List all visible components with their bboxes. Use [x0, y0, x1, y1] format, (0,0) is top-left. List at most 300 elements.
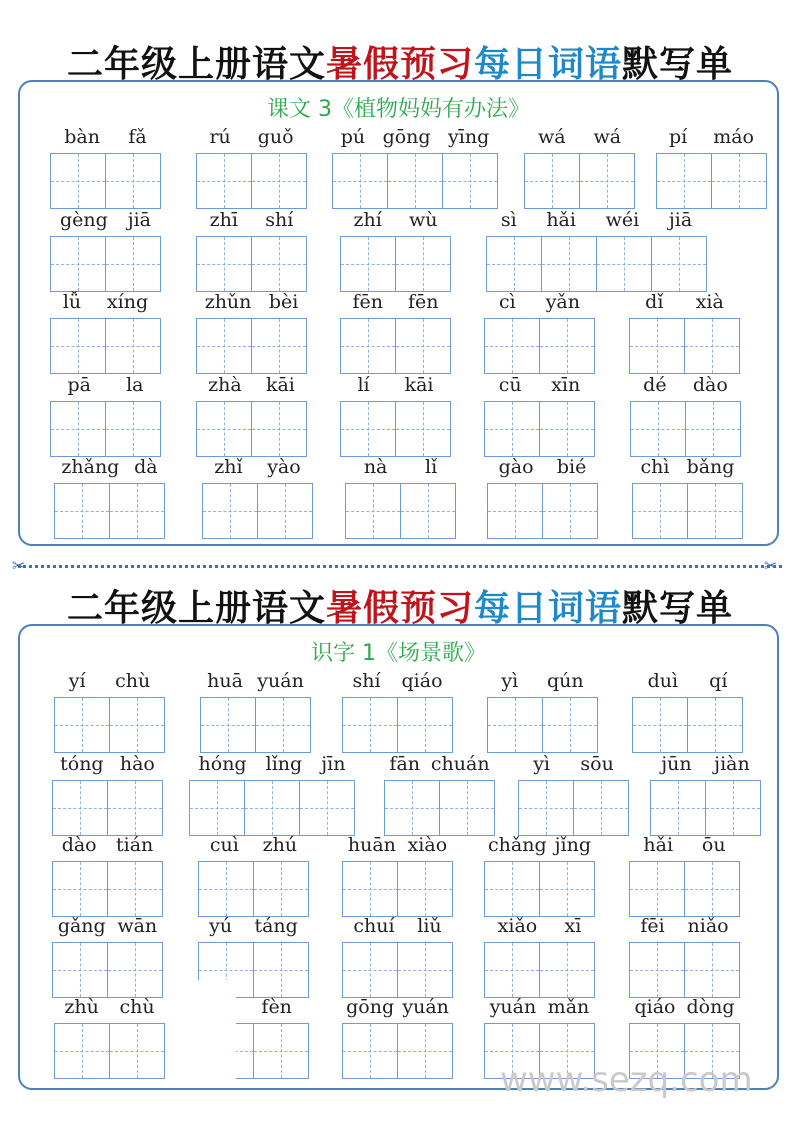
pinyin-syllable: shí: [352, 670, 381, 692]
writing-cell[interactable]: [50, 236, 106, 292]
writing-cell[interactable]: [109, 1023, 165, 1079]
writing-cell[interactable]: [397, 861, 453, 917]
tianzige-group: [342, 1023, 453, 1079]
word-item: [487, 670, 598, 754]
writing-cell[interactable]: [632, 483, 688, 539]
pinyin-syllable: mǎn: [547, 996, 590, 1018]
tianzige-group: [52, 780, 163, 836]
tianzige-group: [342, 861, 453, 917]
tianzige-group: [484, 318, 595, 374]
writing-cell[interactable]: [395, 318, 451, 374]
pinyin-syllable: rú: [209, 126, 231, 148]
writing-cell[interactable]: [340, 236, 396, 292]
title-part: 每日词语: [474, 44, 623, 85]
tianzige-group: [487, 483, 598, 539]
word-item: [342, 834, 453, 918]
writing-cell[interactable]: [189, 780, 245, 836]
tianzige-group: [484, 861, 595, 917]
writing-cell[interactable]: [395, 236, 451, 292]
pinyin-syllable: huān: [347, 834, 396, 856]
tianzige-group: [196, 318, 307, 374]
title-part: 每日词语: [474, 588, 623, 629]
writing-cell[interactable]: [105, 236, 161, 292]
writing-cell[interactable]: [705, 780, 761, 836]
pinyin-syllable: zhǐ: [214, 456, 243, 478]
pinyin-syllable: lí: [357, 374, 370, 396]
pinyin-syllable: yuán: [489, 996, 537, 1018]
pinyin-syllable: wéi: [605, 209, 640, 231]
writing-cell[interactable]: [650, 780, 706, 836]
writing-cell[interactable]: [253, 1023, 309, 1079]
writing-cell[interactable]: [50, 401, 106, 457]
writing-cell[interactable]: [255, 697, 311, 753]
writing-cell[interactable]: [484, 318, 540, 374]
word-item: [342, 915, 453, 999]
writing-cell[interactable]: [342, 1023, 398, 1079]
word-item: [484, 834, 595, 918]
word-item: [340, 209, 451, 293]
pinyin-syllable: wá: [593, 126, 622, 148]
pinyin-syllable: zhú: [262, 834, 298, 856]
writing-cell[interactable]: [107, 861, 163, 917]
word-item: [629, 915, 740, 999]
writing-cell[interactable]: [524, 153, 580, 209]
writing-cell[interactable]: [54, 483, 110, 539]
writing-cell[interactable]: [687, 483, 743, 539]
writing-cell[interactable]: [656, 153, 712, 209]
word-item: [342, 996, 453, 1080]
writing-cell[interactable]: [251, 153, 307, 209]
word-item: [196, 126, 307, 210]
writing-cell[interactable]: [198, 861, 254, 917]
pinyin-syllable: duì: [647, 670, 679, 692]
writing-cell[interactable]: [397, 942, 453, 998]
word-item: [345, 456, 456, 540]
tianzige-group: [632, 697, 743, 753]
writing-cell[interactable]: [52, 942, 108, 998]
writing-cell[interactable]: [487, 483, 543, 539]
tianzige-group: [384, 780, 495, 836]
writing-cell[interactable]: [486, 236, 542, 292]
tianzige-group: [200, 697, 311, 753]
pinyin-syllable: zhà: [208, 374, 242, 396]
pinyin-syllable: gèng: [59, 209, 108, 231]
word-item: [196, 374, 307, 458]
word-item: [196, 209, 307, 293]
writing-cell[interactable]: [244, 780, 300, 836]
tianzige-group: [486, 236, 707, 292]
word-item: [484, 291, 595, 375]
writing-cell[interactable]: [518, 780, 574, 836]
pinyin-syllable: chù: [119, 996, 155, 1018]
pinyin-syllable: qiáo: [634, 996, 676, 1018]
word-item: [342, 670, 453, 754]
pinyin-syllable: gōng: [346, 996, 395, 1018]
writing-cell[interactable]: [387, 153, 443, 209]
pinyin-syllable: shí: [265, 209, 294, 231]
pinyin-syllable: bàn: [64, 126, 100, 148]
writing-cell[interactable]: [340, 401, 396, 457]
writing-cell[interactable]: [579, 153, 635, 209]
writing-cell[interactable]: [50, 153, 106, 209]
pinyin-syllable: zhǎng: [61, 456, 120, 478]
writing-cell[interactable]: [395, 401, 451, 457]
pinyin-syllable: qún: [546, 670, 584, 692]
tianzige-group: [196, 153, 307, 209]
tianzige-group: [524, 153, 635, 209]
title-part: 暑假预习: [325, 44, 474, 85]
word-item: [52, 753, 163, 837]
pinyin-syllable: chuán: [430, 753, 490, 775]
writing-cell[interactable]: [342, 861, 398, 917]
writing-cell[interactable]: [200, 697, 256, 753]
pinyin-syllable: xià: [695, 291, 724, 313]
pinyin-line: [340, 291, 451, 315]
writing-cell[interactable]: [484, 861, 540, 917]
pinyin-syllable: hào: [119, 753, 155, 775]
pinyin-line: [629, 915, 740, 939]
pinyin-syllable: jiàn: [714, 753, 750, 775]
writing-cell[interactable]: [342, 697, 398, 753]
pinyin-syllable: cuì: [209, 834, 239, 856]
writing-cell[interactable]: [632, 697, 688, 753]
pinyin-line: [524, 126, 635, 150]
pinyin-syllable: yǎn: [545, 291, 580, 313]
pinyin-syllable: wù: [408, 209, 438, 231]
pinyin-line: [484, 291, 595, 315]
pinyin-syllable: yuán: [257, 670, 304, 692]
word-item: [484, 915, 595, 999]
pinyin-line: [629, 291, 740, 315]
writing-cell[interactable]: [541, 236, 597, 292]
writing-cell[interactable]: [345, 483, 401, 539]
pinyin-syllable: sōu: [580, 753, 614, 775]
pinyin-syllable: xī: [564, 915, 582, 937]
writing-cell[interactable]: [299, 780, 355, 836]
tianzige-group: [484, 942, 595, 998]
pinyin-line: [656, 126, 767, 150]
tianzige-group: [629, 861, 740, 917]
pinyin-syllable: bié: [556, 456, 587, 478]
title-part: 暑假预习: [325, 588, 474, 629]
pinyin-syllable: chì: [640, 456, 670, 478]
writing-cell[interactable]: [687, 697, 743, 753]
word-item: [632, 456, 743, 540]
word-item: [52, 915, 163, 999]
pinyin-line: [342, 996, 453, 1020]
tianzige-group: [54, 483, 165, 539]
writing-cell[interactable]: [630, 401, 686, 457]
pinyin-syllable: jiā: [668, 209, 693, 231]
pinyin-syllable: yú: [209, 915, 233, 937]
pinyin-line: [632, 670, 743, 694]
pinyin-line: [632, 456, 743, 480]
writing-cell[interactable]: [384, 780, 440, 836]
pinyin-line: [345, 456, 456, 480]
writing-cell[interactable]: [251, 401, 307, 457]
pinyin-line: [50, 291, 161, 315]
pinyin-line: [189, 753, 355, 777]
pinyin-syllable: chuí: [353, 915, 395, 937]
pinyin-line: [196, 126, 307, 150]
word-item: [340, 374, 451, 458]
writing-cell[interactable]: [54, 697, 110, 753]
pinyin-syllable: pā: [67, 374, 92, 396]
pinyin-line: [629, 996, 740, 1020]
tianzige-group: [629, 942, 740, 998]
word-panel: [18, 624, 779, 1090]
word-item: [50, 291, 161, 375]
pinyin-line: [340, 374, 451, 398]
pinyin-syllable: fān: [389, 753, 421, 775]
tianzige-group: [50, 153, 161, 209]
pinyin-syllable: fēn: [407, 291, 439, 313]
writing-cell[interactable]: [340, 318, 396, 374]
word-item: [54, 456, 165, 540]
tianzige-group: [50, 236, 161, 292]
pinyin-syllable: yì: [533, 753, 550, 775]
pinyin-syllable: yuán: [402, 996, 449, 1018]
word-item: [196, 291, 307, 375]
pinyin-syllable: huā: [207, 670, 243, 692]
writing-cell[interactable]: [50, 318, 106, 374]
writing-cell[interactable]: [332, 153, 388, 209]
writing-cell[interactable]: [484, 401, 540, 457]
word-item: [189, 753, 355, 837]
writing-cell[interactable]: [196, 401, 252, 457]
pinyin-syllable: hǎi: [643, 834, 674, 856]
pinyin-line: [342, 915, 453, 939]
tianzige-group: [52, 942, 163, 998]
writing-cell[interactable]: [629, 942, 685, 998]
pinyin-syllable: xiào: [407, 834, 448, 856]
pinyin-line: [484, 996, 595, 1020]
tianzige-group: [340, 318, 451, 374]
writing-cell[interactable]: [196, 236, 252, 292]
pinyin-syllable: fǎ: [128, 126, 147, 148]
writing-cell[interactable]: [109, 483, 165, 539]
pinyin-syllable: hǎi: [546, 209, 576, 231]
pinyin-syllable: ōu: [701, 834, 726, 856]
tianzige-group: [484, 401, 595, 457]
writing-cell[interactable]: [539, 401, 595, 457]
tianzige-group: [189, 780, 355, 836]
pinyin-syllable: tóng: [60, 753, 104, 775]
pinyin-syllable: fēi: [640, 915, 665, 937]
word-item: [484, 374, 595, 458]
pinyin-line: [52, 753, 163, 777]
pinyin-syllable: liǔ: [417, 915, 442, 937]
pinyin-syllable: dà: [134, 456, 158, 478]
word-item: [656, 126, 767, 210]
pinyin-syllable: dào: [692, 374, 728, 396]
tianzige-group: [196, 236, 307, 292]
word-item: [202, 456, 313, 540]
word-item: [629, 291, 740, 375]
pinyin-syllable: máo: [713, 126, 754, 148]
writing-cell[interactable]: [542, 483, 598, 539]
lesson-title: 识字 1《场景歌》: [311, 641, 486, 666]
word-item: [50, 209, 161, 293]
word-item: [50, 126, 161, 210]
writing-cell[interactable]: [651, 236, 707, 292]
pinyin-line: [202, 456, 313, 480]
word-panel: [18, 80, 779, 546]
lesson-title: 课文 3《植物妈妈有办法》: [267, 97, 530, 122]
pinyin-syllable: la: [126, 374, 144, 396]
writing-cell[interactable]: [629, 861, 685, 917]
pinyin-line: [650, 753, 761, 777]
pinyin-line: [52, 915, 163, 939]
tianzige-group: [342, 697, 453, 753]
writing-cell[interactable]: [107, 780, 163, 836]
writing-cell[interactable]: [54, 1023, 110, 1079]
pinyin-syllable: fēn: [352, 291, 383, 313]
word-item: [54, 670, 165, 754]
pinyin-line: [487, 456, 598, 480]
pinyin-line: [196, 291, 307, 315]
pinyin-syllable: nà: [363, 456, 388, 478]
writing-cell[interactable]: [684, 942, 740, 998]
pinyin-syllable: qí: [709, 670, 728, 692]
pinyin-syllable: zhī: [209, 209, 238, 231]
pinyin-line: [630, 374, 741, 398]
writing-cell[interactable]: [251, 236, 307, 292]
writing-cell[interactable]: [685, 401, 741, 457]
writing-cell[interactable]: [629, 318, 685, 374]
writing-cell[interactable]: [487, 697, 543, 753]
pinyin-line: [484, 374, 595, 398]
word-item: [50, 374, 161, 458]
writing-cell[interactable]: [105, 318, 161, 374]
scissors-icon: ✂: [12, 556, 26, 575]
pinyin-syllable: niǎo: [687, 915, 729, 937]
pinyin-syllable: cū: [498, 374, 522, 396]
word-item: [200, 670, 311, 754]
word-item: [340, 291, 451, 375]
writing-cell[interactable]: [196, 153, 252, 209]
tianzige-group: [487, 697, 598, 753]
pinyin-syllable: fèn: [261, 996, 292, 1018]
pinyin-line: [50, 126, 161, 150]
pinyin-syllable: hóng: [198, 753, 247, 775]
writing-cell[interactable]: [397, 1023, 453, 1079]
writing-cell[interactable]: [105, 401, 161, 457]
writing-cell[interactable]: [251, 318, 307, 374]
pinyin-syllable: jūn: [661, 753, 692, 775]
pinyin-syllable: yí: [68, 670, 86, 692]
writing-cell[interactable]: [257, 483, 313, 539]
tianzige-group: [629, 318, 740, 374]
pinyin-syllable: tián: [116, 834, 154, 856]
writing-cell[interactable]: [539, 861, 595, 917]
title-part: 默写单: [622, 44, 734, 85]
writing-cell[interactable]: [711, 153, 767, 209]
title-part: 默写单: [622, 588, 734, 629]
pinyin-syllable: yào: [267, 456, 301, 478]
pinyin-syllable: táng: [254, 915, 298, 937]
writing-cell[interactable]: [253, 942, 309, 998]
writing-cell[interactable]: [684, 861, 740, 917]
writing-cell[interactable]: [105, 153, 161, 209]
dotted-divider: [18, 565, 782, 568]
title-part: 二年级上册语文: [66, 44, 326, 85]
tianzige-group: [518, 780, 629, 836]
pinyin-line: [50, 374, 161, 398]
writing-cell[interactable]: [684, 318, 740, 374]
writing-cell[interactable]: [52, 780, 108, 836]
writing-cell[interactable]: [539, 942, 595, 998]
pinyin-syllable: gào: [498, 456, 534, 478]
pinyin-syllable: jǐng: [554, 834, 591, 856]
tianzige-group: [630, 401, 741, 457]
writing-cell[interactable]: [109, 697, 165, 753]
tianzige-group: [656, 153, 767, 209]
word-item: [524, 126, 635, 210]
pinyin-line: [340, 209, 451, 233]
pinyin-line: [486, 209, 707, 233]
pinyin-syllable: zhí: [353, 209, 382, 231]
writing-cell[interactable]: [202, 483, 258, 539]
pinyin-syllable: lǚ: [62, 291, 82, 313]
tianzige-group: [342, 942, 453, 998]
pinyin-line: [342, 670, 453, 694]
tianzige-group: [345, 483, 456, 539]
pinyin-line: [487, 670, 598, 694]
writing-cell[interactable]: [596, 236, 652, 292]
pinyin-syllable: dào: [61, 834, 97, 856]
writing-cell[interactable]: [539, 318, 595, 374]
writing-cell[interactable]: [439, 780, 495, 836]
pinyin-syllable: gōng: [382, 126, 431, 148]
writing-cell[interactable]: [397, 697, 453, 753]
pinyin-syllable: xiǎo: [497, 915, 538, 937]
writing-cell[interactable]: [196, 318, 252, 374]
tianzige-group: [202, 483, 313, 539]
writing-cell[interactable]: [400, 483, 456, 539]
word-item: [52, 834, 163, 918]
pinyin-syllable: kāi: [404, 374, 434, 396]
pinyin-syllable: jīn: [321, 753, 346, 775]
pinyin-line: [54, 456, 165, 480]
writing-cell[interactable]: [342, 942, 398, 998]
word-item: [198, 834, 309, 918]
pinyin-syllable: lǐ: [425, 456, 438, 478]
word-item: [486, 209, 707, 293]
pinyin-syllable: chǎng: [488, 834, 547, 856]
word-item: [54, 996, 165, 1080]
tianzige-group: [54, 1023, 165, 1079]
writing-cell[interactable]: [442, 153, 498, 209]
writing-cell[interactable]: [573, 780, 629, 836]
writing-cell[interactable]: [107, 942, 163, 998]
pinyin-syllable: gǎng: [57, 915, 106, 937]
writing-cell[interactable]: [253, 861, 309, 917]
pinyin-syllable: dé: [643, 374, 667, 396]
tianzige-group: [340, 236, 451, 292]
writing-cell[interactable]: [52, 861, 108, 917]
writing-cell[interactable]: [542, 697, 598, 753]
pinyin-syllable: bèi: [268, 291, 299, 313]
pinyin-line: [54, 996, 165, 1020]
watermark: www.sezq.com: [500, 1060, 753, 1100]
word-item: [518, 753, 629, 837]
tianzige-group: [196, 401, 307, 457]
scissors-icon: ✂: [764, 556, 778, 575]
pinyin-line: [54, 670, 165, 694]
writing-cell[interactable]: [484, 942, 540, 998]
word-item: [384, 753, 495, 837]
